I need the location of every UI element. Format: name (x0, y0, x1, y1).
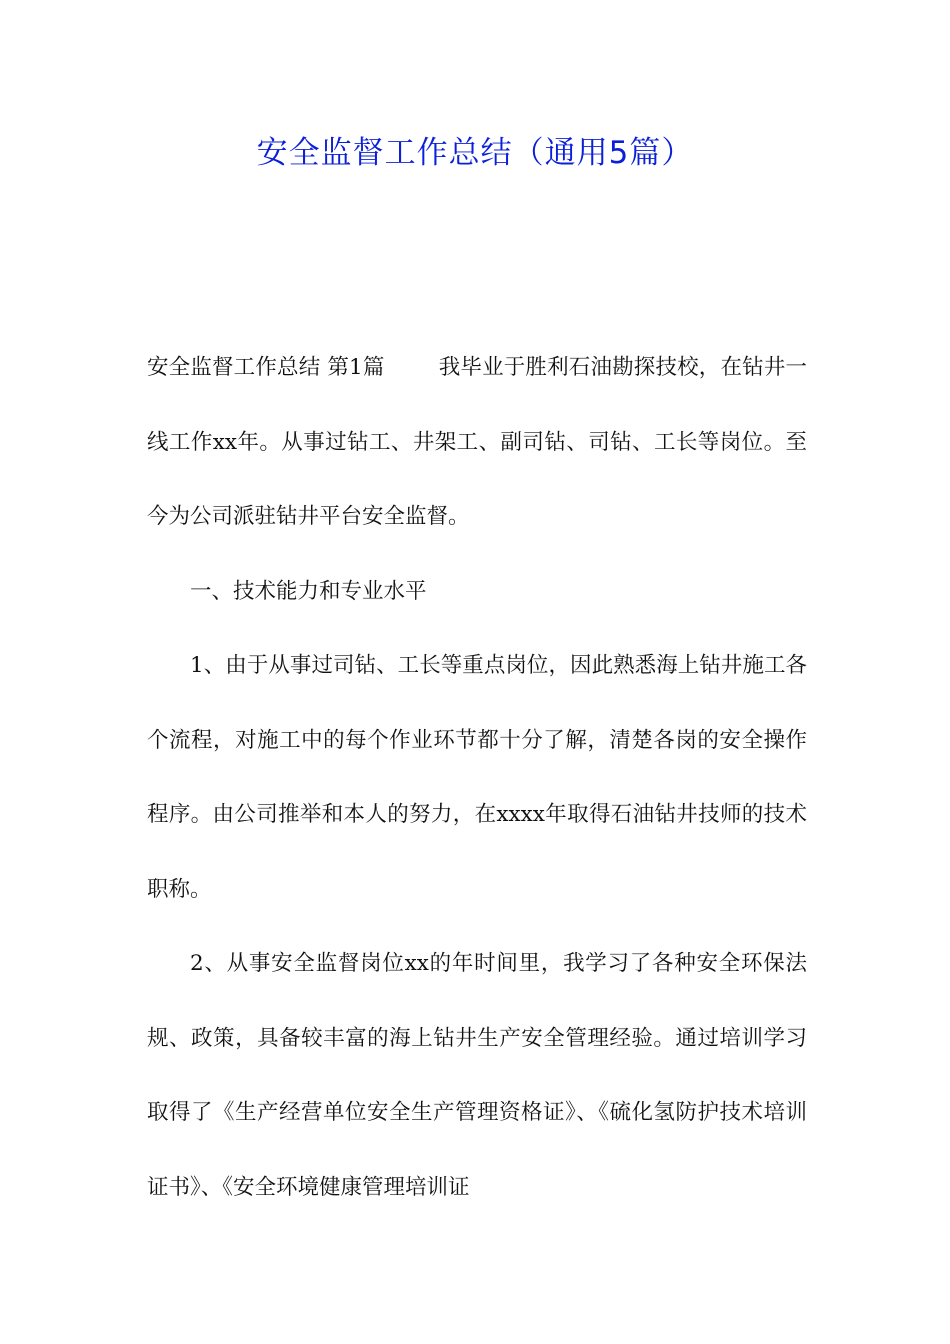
document-body (147, 331, 807, 1225)
paragraph-1: 1、由于从事过司钻、工长等重点岗位，因此熟悉海上钻井施工各个流程，对施工中的每个作业环节都十分了解，清楚各岗的安全操作程序。由公司推举和本人的努力，在xxxx年取得石油钻井技师的技术职称。 (147, 653, 807, 902)
intro-text: 我毕业于胜利石油勘探技校，在钻井一线工作xx年。从事过钻工、井架工、副司钻、司钻、工长等岗位。至今为公司派驻钻井平台安全监督。 (147, 355, 807, 529)
paragraph-2: 2、从事安全监督岗位xx的年时间里，我学习了各种安全环保法规、政策，具备较丰富的海上钻井生产安全管理经验。通过培训学习取得了《生产经营单位安全生产管理资格证》、《硫化氢防护技术培训证书》、《安全环境健康管理培训证 (147, 951, 807, 1200)
section-heading: 一、技术能力和专业水平 (190, 578, 427, 604)
intro-paragraph (147, 331, 807, 555)
intro-heading: 安全监督工作总结 第1篇 (147, 355, 385, 380)
document-title: 安全监督工作总结（通用5篇） (256, 135, 694, 171)
